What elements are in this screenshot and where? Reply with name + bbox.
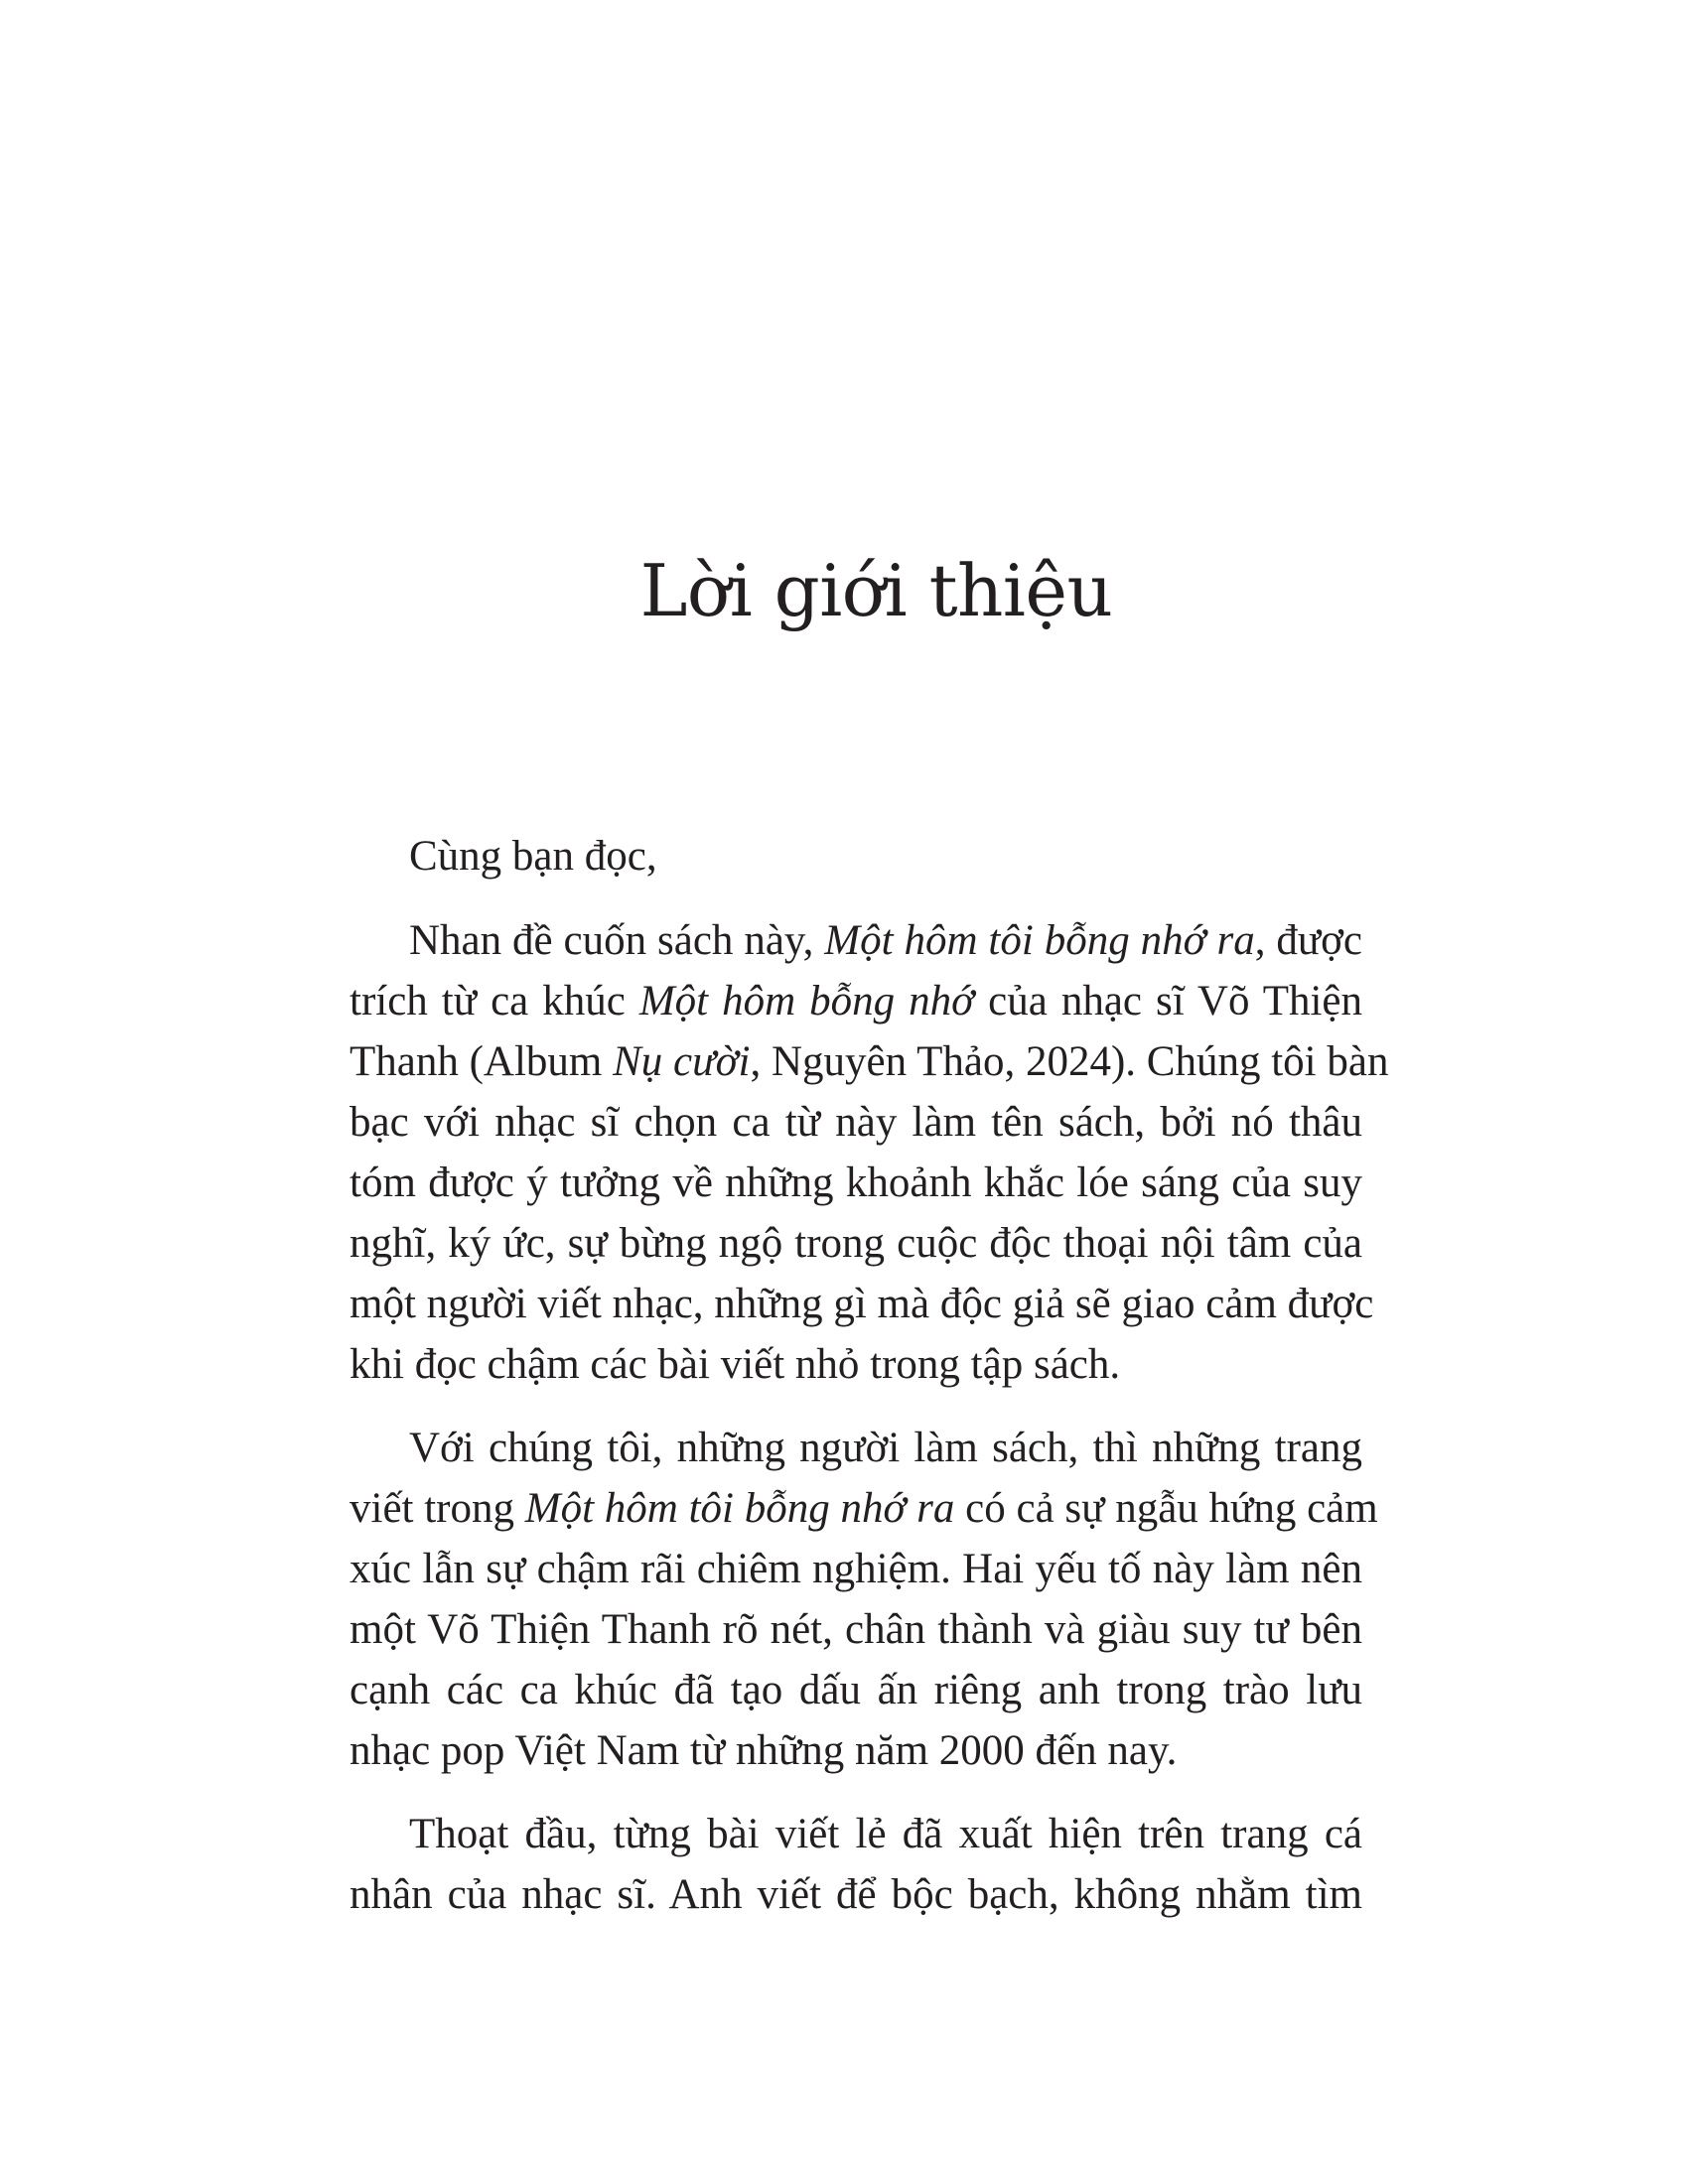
- text-run: , được: [1254, 917, 1362, 964]
- text-run: Thoạt đầu, từng bài viết lẻ đã xuất hiện trên trang cá: [409, 1811, 1362, 1857]
- salutation: Cùng bạn đọc,: [409, 833, 657, 880]
- paragraph: [350, 1418, 1378, 1781]
- text-run: nghĩ, ký ức, sự bừng ngộ trong cuộc độc thoại nội tâm của: [350, 1220, 1362, 1267]
- text-run: Nhan đề cuốn sách này,: [409, 917, 825, 964]
- text-line: [350, 1153, 1362, 1213]
- paragraphs: [350, 910, 1389, 1925]
- text-run: Với chúng tôi, những người làm sách, thì những trang: [409, 1425, 1362, 1471]
- text-line: [350, 1720, 1362, 1781]
- text-line: [350, 1539, 1362, 1599]
- text-run: của nhạc sĩ Võ Thiện: [974, 978, 1362, 1024]
- text-line: [350, 1213, 1362, 1274]
- italic-title: Một hôm tôi bỗng nhớ ra: [824, 917, 1255, 964]
- page-title: Lời giới thiệu: [639, 549, 1113, 632]
- text-line: [350, 1031, 1389, 1092]
- text-line: [350, 1274, 1374, 1334]
- text-run: cạnh các ca khúc đã tạo dấu ấn riêng anh trong trào lưu: [350, 1667, 1362, 1713]
- italic-title: Nụ cười: [613, 1038, 751, 1085]
- text-line: [350, 1864, 1362, 1925]
- text-run: xúc lẫn sự chậm rãi chiêm nghiệm. Hai yếu tố này làm nên: [350, 1546, 1362, 1592]
- text-run: một Võ Thiện Thanh rõ nét, chân thành và giàu suy tư bên: [350, 1606, 1362, 1653]
- text-line: [350, 1334, 1362, 1395]
- text-run: trích từ ca khúc: [350, 978, 639, 1024]
- text-line: [350, 1418, 1362, 1478]
- text-run: có cả sự ngẫu hứng cảm: [954, 1485, 1378, 1532]
- text-run: bạc với nhạc sĩ chọn ca từ này làm tên sách, bởi nó thâu: [350, 1099, 1362, 1146]
- text-line: [350, 1599, 1362, 1660]
- text-run: Thanh (Album: [350, 1038, 614, 1085]
- text-line: [350, 1092, 1362, 1153]
- italic-title: Một hôm tôi bỗng nhớ ra: [524, 1485, 955, 1532]
- italic-title: Một hôm bỗng nhớ: [638, 978, 975, 1024]
- text-line: [350, 971, 1362, 1031]
- paragraph: [350, 1804, 1362, 1925]
- text-run: nhạc pop Việt Nam từ những năm 2000 đến nay.: [350, 1727, 1178, 1774]
- text-run: viết trong: [350, 1485, 525, 1532]
- paragraph: [350, 910, 1389, 1395]
- text-run: , Nguyên Thảo, 2024). Chúng tôi bàn: [750, 1038, 1389, 1085]
- text-run: tóm được ý tưởng về những khoảnh khắc lóe sáng của suy: [350, 1160, 1362, 1206]
- body-text: [350, 826, 1389, 1948]
- text-line: [350, 1660, 1362, 1720]
- text-line: [350, 1804, 1362, 1864]
- text-run: khi đọc chậm các bài viết nhỏ trong tập sách.: [350, 1341, 1121, 1388]
- text-line: [350, 910, 1362, 971]
- text-run: một người viết nhạc, những gì mà độc giả sẽ giao cảm được: [350, 1281, 1374, 1327]
- text-run: nhân của nhạc sĩ. Anh viết để bộc bạch, không nhằm tìm: [350, 1871, 1362, 1918]
- text-line: [350, 1478, 1378, 1539]
